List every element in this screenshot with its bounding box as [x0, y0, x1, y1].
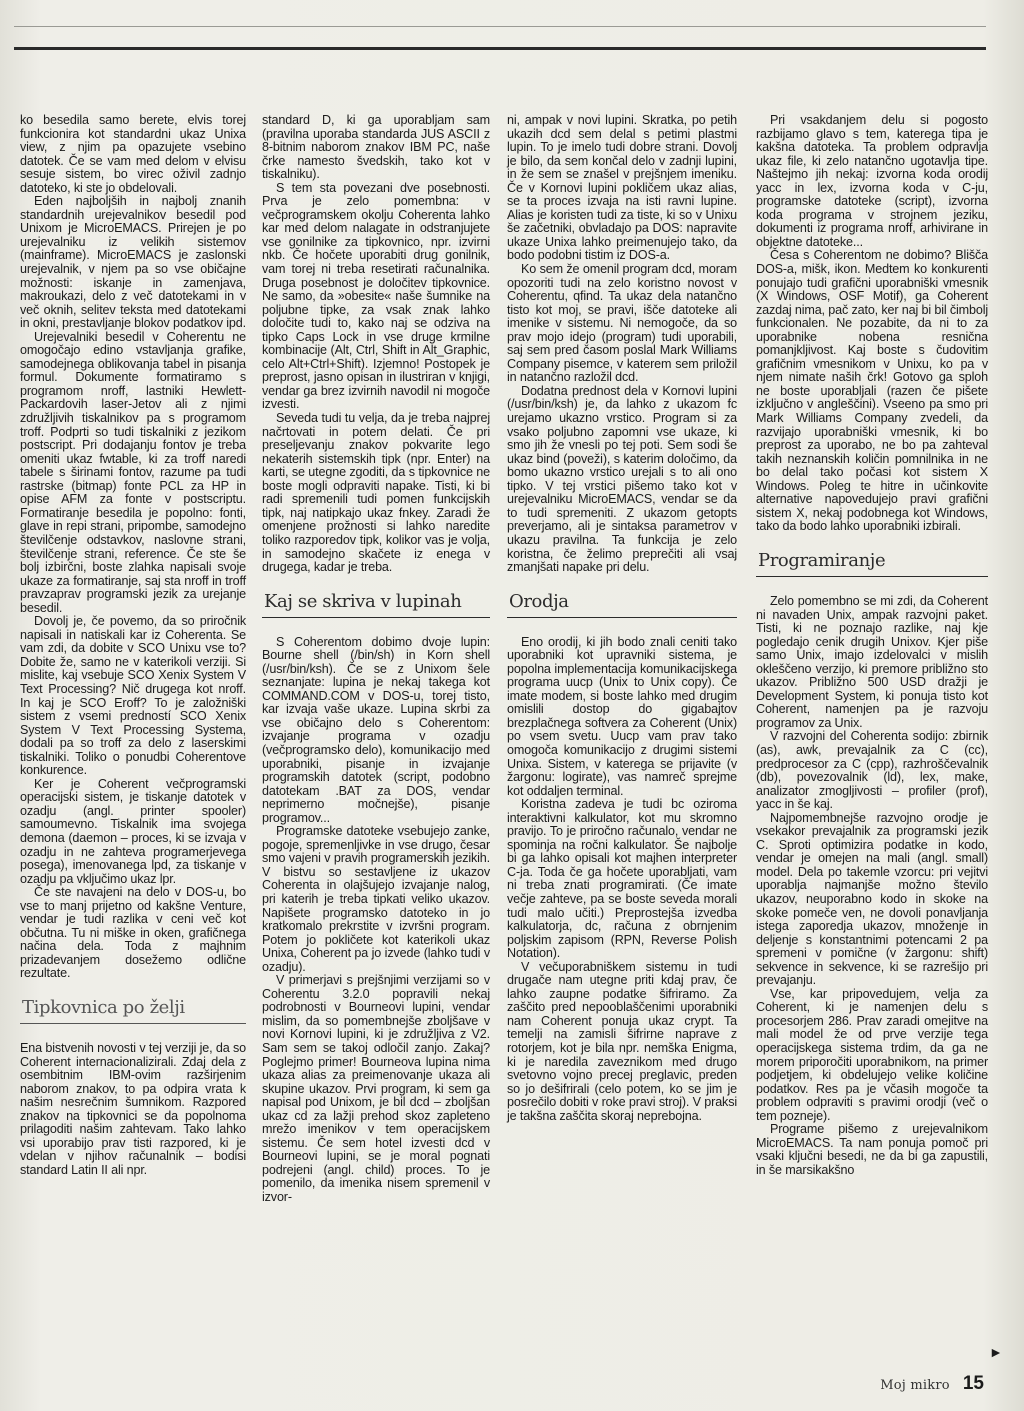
- paragraph: Ena bistvenih novosti v tej verziji je, da so Coherent internacionalizirali. Zdaj dela z osembitnim IBM-ovim razširjenim naborom znakov, to pa odpira vrata k našim nesrečnim šumnikom. Razpored znakov na tipkovnici se da popolnoma prilagoditi našim zahtevam. Tako lahko vsi uporabijo prav tisti razpored, ki je vdelan v njihov računalnik – bodisi standard Latin II ali npr.: [20, 1041, 246, 1177]
- paragraph: Eno orodij, ki jih bodo znali ceniti tako uporabniki kot upravniki sistema, je popolna implementacija komunikacijskega programa uucp (Unix to Unix copy). Če imate modem, si boste lahko med drugim omislili dostop do gigabajtov brezplačnega softvera za Coherent (Unix) po vsem svetu. Uucp vam prav tako omogoča komunikacijo z drugimi sistemi Unixa. Sistem, v katerega se prijavite (v žargonu: logirate), vas namreč sprejme kot oddaljen terminal.: [507, 634, 737, 798]
- paragraph: V primerjavi s prejšnjimi verzijami so v Coherentu 3.2.0 popravili nekaj podrobnosti v Bourneovi lupini, vendar mislim, da so pomembnejše zboljšave v novi Kornovi lupini, ki je združljiva z V2. Sam sem se takoj odločil zanjo. Zakaj? Poglejmo primer! Bourneova lupina nima ukaza alias za preimenovanje ukaza ali skupine ukazov. Prvi program, ki sem ga napisal pod Unixom, je bil dcd – zboljšan ukaz cd za lažji prehod skoz zapleteno mrežo imenikov v tem operacijskem sistemu. Če sem hotel izvesti dcd v Bourneovi lupini, se je moral pognati podrejeni (angl. child) proces. To je pomenilo, da imenika nisem spremenil v izvor-: [262, 973, 490, 1205]
- paragraph: Vse, kar pripovedujem, velja za Coherent, ki je namenjen delu s procesorjem 286. Prav zaradi omejitve na mali model že od prve verzije tega operacijskega sistema trdim, da ga ne morem priporočiti uporabnikom, na primer podjetjem, ki obdelujejo velike količine podatkov. Res pa je včasih mogoče ta problem odpraviti s pravimi orodji (več o tem pozneje).: [756, 986, 988, 1123]
- column-1: [20, 114, 246, 1177]
- paragraph: Urejevalniki besedil v Coherentu ne omogočajo edino vstavljanja grafike, samodejnega oblikovanja tabel in pisanja formul. Dokumente formatiramo s programom nroff, lastniki Hewlett-Packardovih laser-Jetov ali z njimi združljivih tiskalnikov pa s programom troff. Podprti so tudi tiskalniki z jezikom postscript. Pri dodajanju fontov je treba omeniti ukaz fwtable, ki za troff naredi tabele s širinami fontov, razume pa tudi rastrske (bitmap) fonte PCL za HP in opise AFM za fonte v postscriptu. Formatiranje besedila je popolno: fonti, glave in repi strani, pripombe, samodejno številčenje odstavkov, naslovne strani, številčenje strani, reference. Če ste še bolj izbirčni, boste zlahka napisali svoje ukaze za formatiranje, saj sta nroff in troff pravzaprav programski jezik za urejanje besedil.: [20, 329, 246, 615]
- paragraph: V razvojni del Coherenta sodijo: zbirnik (as), awk, prevajalnik za C (cc), predprocesor za C (cpp), razhroščevalnik (db), povezovalnik (ld), lex, make, analizator zmogljivosti – profiler (prof), yacc in še kaj.: [756, 729, 988, 812]
- section-heading: Orodja: [507, 589, 737, 618]
- paragraph: Česa s Coherentom ne dobimo? Blišča DOS-a, mišk, ikon. Medtem ko konkurenti ponujajo tudi grafični uporabniški vmesnik (X Windows, OSF Motif), ga Coherent zazdaj nima, pač zato, ker naj bi bil čimbolj funkcionalen. Ne pozabite, da ni to za uporabnike nobena resnična pomanjkljivost. Kaj boste s čudovitim grafičnim vmesnikom v Unixu, ko pa v njem nimate naših črk! Gotovo ga sploh ne boste uporabljali (razen če pišete izključno v angleščini). Vseeno pa smo pri Mark Williams Company zvedeli, da razvijajo uporabniški vmesnik, ki bo preprost za uporabo, ne bo pa zahteval takih neznanskih količin pomnilnika in ne bo delal tako počasi kot sistem X Windows. Poleg te hitre in učinkovite alternative napovedujejo pravi grafični sistem X, nekaj podobnega kot Windows, tako da bodo lahko uporabniki izbirali.: [756, 248, 988, 534]
- section-heading: Tipkovnica po želji: [20, 995, 246, 1024]
- paragraph: ni, ampak v novi lupini. Skratka, po petih ukazih dcd sem delal s petimi plastmi lupin. To je imelo tudi dobre strani. Dovolj je bilo, da sem končal delo v zadnji lupini, in že sem se znašel v prejšnjem imeniku. Če v Kornovi lupini pokličem ukaz alias, se ta proces izvaja na isti ravni lupine. Alias je koristen tudi za tiste, ki so v Unixu še začetniki, obvladajo pa DOS: napravite ukaze Unixa lahko preimenujejo tako, da bodo podobni tistim iz DOS-a.: [507, 113, 737, 263]
- paragraph: Dovolj je, če povemo, da so priročnik napisali in natiskali kar iz Coherenta. Se vam zdi, da dobite v SCO Unixu vse to? Dobite že, samo ne v katerikoli verziji. Si mislite, kaj vsebuje SCO Xenix System V Text Processing? Nič drugega kot nroff. In kaj je SCO Eroff? To je založniški sistem z vsemi predností SCO Xenix System V Text Processing Systema, dodali pa so troff za delo z laserskimi tiskalniki. Toliko o ponudbi Coherentove konkurence.: [20, 614, 246, 778]
- magazine-name: Moj mikro: [880, 1378, 950, 1393]
- paragraph: Dodatna prednost dela v Kornovi lupini (/usr/bin/ksh) je, da lahko z ukazom fc urejamo ukazno vrstico. Program si za vsako poljubno zapomni vse ukaze, ki smo jih že vnesli po tej poti. Sem sodi še ukaz bind (poveži), s katerim določimo, da bomo ukazno vrstico urejali s to ali ono tipko. V tej vrstici pišemo tako kot v urejevalniku MicroEMACS, vendar se da to tudi spremeniti. Z ukazom getopts preverjamo, ali je sintaksa parametrov v ukazu pravilna. Ta funkcija je zelo koristna, če želimo preprečiti ali vsaj zmanjšati napake pri delu.: [507, 383, 737, 575]
- paragraph: S Coherentom dobimo dvoje lupin: Bourne shell (/bin/sh) in Korn shell (/usr/bin/ksh). Če se z Unixom šele seznanjate: lupina je nekaj takega kot COMMAND.COM v DOS-u, torej tisto, kar izvaja vaše ukaze. Lupina skrbi za vse običajno delo s Coherentom: izvajanje programa v ozadju (večprogramsko delo), komunikacijo med uporabniki, pisanje in izvajanje programskih datotek (script, podobno datotekam .BAT za DOS, vendar neprimerno močnejše), pisanje programov...: [262, 634, 490, 825]
- paragraph: Eden najboljših in najbolj znanih standardnih urejevalnikov besedil pod Unixom je MicroEMACS. Prirejen je po urejevalniku iz velikih sistemov (mainframe). MicroEMACS je zaslonski urejevalnik, v njem pa so vse običajne možnosti: iskanje in zamenjava, makroukazi, delo z več datotekami in v več oknih, selitev teksta med datotekami in okni, prestavljanje blokov podatkov ipd.: [20, 194, 246, 331]
- top-thin-rule: [14, 26, 986, 27]
- paragraph: Seveda tudi tu velja, da je treba najprej načrtovati in potem delati. Če pri preseljevanju znakov pokvarite lego nekaterih sistemskih tipk (npr. Enter) na karti, se utegne zgoditi, da s tipkovnice ne boste mogli odpraviti napake. Tisti, ki bi radi spremenili tudi pomen funkcijskih tipk, naj natipkajo ukaz fnkey. Zaradi že omenjene prožnosti si lahko naredite toliko razporedov tipk, kolikor vas je volja, in samodejno skačete iz enega v drugega, kadar je treba.: [262, 411, 490, 575]
- paragraph: Programe pišemo z urejevalnikom MicroEMACS. Ta nam ponuja pomoč pri vsaki ključni besedi, ne da bi ga zapustili, in še marsikakšno: [756, 1122, 988, 1177]
- paragraph: standard D, ki ga uporabljam sam (pravilna uporaba standarda JUS ASCII z 8-bitnim naborom znakov IBM PC, naše črke namesto švedskih, tako kot v tiskalniku).: [262, 113, 490, 182]
- paragraph: S tem sta povezani dve posebnosti. Prva je zelo pomembna: v večprogramskem okolju Coherenta lahko kar med delom nalagate in odstranjujete vse gonilnike za tipkovnico, npr. izvirni nkb. Če hočete uporabiti drug gonilnik, vam torej ni treba resetirati računalnika. Druga posebnost je določitev tipkovnice. Ne samo, da »obesite« naše šumnike na poljubne tipke, za vsak znak lahko določite tudi to, kako naj se odziva na tipko Caps Lock in vse druge krmilne kombinacije (Alt, Ctrl, Shift in Alt_Graphic, celo Alt+Ctrl+Shift). Izjemno! Postopek je preprost, jasno opisan in ilustriran v knjigi, vendar ga brez izvirnih navodil ni mogoče izvesti.: [262, 180, 490, 412]
- paragraph: Pri vsakdanjem delu si pogosto razbijamo glavo s tem, katerega tipa je kakšna datoteka. Ta problem odpravlja ukaz file, ki zelo natančno ugotavlja tipe. Naštejmo jih nekaj: izvorna koda orodij yacc in lex, izvorna koda v C-ju, programske datoteke (script), izvorna koda programa v strojnem jeziku, dokumenti iz programa nroff, arhivirane in objektne datoteke...: [756, 113, 988, 249]
- continue-arrow-icon: ►: [989, 1344, 1003, 1360]
- page-number: 15: [962, 1373, 984, 1394]
- paragraph: V večuporabniškem sistemu in tudi drugače nam utegne priti kdaj prav, če lahko zaupne podatke šifriramo. Za zaščito pred nepooblaščenimi uporabniki nam Coherent ponuja ukaz crypt. Ta temelji na zamisli šifrirne naprave z rotorjem, kot je bila npr. nemška Enigma, ki je naredila zaveznikom med drugo svetovno vojno precej preglavic, preden so jo dešifrirali (celo potem, ko se jim je posrečilo dobiti v roke pravi stroj). V praksi je takšna zaščita skoraj neprebojna.: [507, 959, 737, 1123]
- column-3: [507, 114, 737, 1123]
- paragraph: Najpomembnejše razvojno orodje je vsekakor prevajalnik za programski jezik C. Sproti optimizira podatke in kodo, vendar je omejen na mali (angl. small) model. Dela po takemle vzorcu: pri vejitvi uporablja najmanjše možno število ukazov, neuporabno kodo in skoke na skoke pomeče ven, ne dovoli ponavljanja istega zaporedja ukazov, množenje in deljenje s konstantnimi potencami 2 pa spremeni v pomične (v žargonu: shift) sekvence in sekvence, ki se razrešijo pri prevajanju.: [756, 810, 988, 988]
- paragraph: Če ste navajeni na delo v DOS-u, bo vse to manj prijetno od kakšne Venture, vendar je tudi razlika v ceni več kot občutna. Tu ni miške in oken, grafičnega načina dela. Toda z majhnim prizadevanjem dosežemo odlične rezultate.: [20, 885, 246, 981]
- page-footer: [880, 1373, 984, 1395]
- column-4: [756, 114, 988, 1177]
- paragraph: Programske datoteke vsebujejo zanke, pogoje, spremenljivke in vse drugo, česar smo vajeni v pravih programerskih jezikih. V bistvu so sestavljene iz ukazov Coherenta in olajšujejo izvajanje nalog, pri katerih je treba tipkati veliko ukazov. Napišete programsko datoteko in jo kratkomalo prekrstite v izvršni program. Potem jo pokličete kot katerikoli ukaz Unixa, Coherent pa jo izvede (lahko tudi v ozadju).: [262, 824, 490, 974]
- top-rule: [14, 47, 986, 50]
- column-2: [262, 114, 490, 1205]
- paragraph: ko besedila samo berete, elvis torej funkcionira kot standardni ukaz Unixa view, z njim pa opazujete vsebino datotek. Če se vam med delom v elvisu sesuje sistem, bo virec oživil zadnjo datoteko, ki ste jo obdelovali.: [20, 113, 246, 195]
- paragraph: Ker je Coherent večprogramski operacijski sistem, je tiskanje datotek v ozadju (angl. printer spooler) samoumevno. Tiskalnik ima svojega demona (daemon – proces, ki se izvaja v ozadju in ne zahteva programerjevega posega), imenovanega lpd, za tiskanje v ozadju pa vključimo ukaz lpr.: [20, 776, 246, 886]
- section-heading: Programiranje: [756, 548, 988, 577]
- paragraph: Koristna zadeva je tudi bc oziroma interaktivni kalkulator, kot mu skromno pravijo. To je priročno računalo, vendar ne spominja na ročni kalkulator. Še najbolje bi ga lahko opisali kot majhen interpreter C-ja. Toda če ga hočete uporabljati, vam ni treba znati programirati. (Če imate večje zahteve, pa se boste seveda morali tudi malo učiti.) Preprostejša izvedba kalkulatorja, dc, računa z obrnjenim poljskim zapisom (RPN, Reverse Polish Notation).: [507, 797, 737, 961]
- paragraph: Zelo pomembno se mi zdi, da Coherent ni navaden Unix, ampak razvojni paket. Tisti, ki ne poznajo razlike, naj kje pogledajo cenik drugih Unixov. Kjer piše samo Unix, imajo izdelovalci v mislih okleščeno verzijo, ki premore približno sto ukazov. Približno 500 USD dražji je Development System, ki ponuja tisto kot Coherent, namenjen pa je razvoju programov za Unix.: [756, 593, 988, 730]
- section-heading: Kaj se skriva v lupinah: [262, 589, 490, 618]
- paragraph: Ko sem že omenil program dcd, moram opozoriti tudi na zelo koristno novost v Coherentu, qfind. Ta ukaz dela natančno tisto kot moj, se pravi, išče datoteke ali imenike v sistemu. Ni nemogoče, da so prav mojo idejo (program) tudi uporabili, saj sem pred časom poslal Mark Williams Company pisemce, v katerem sem priložil in natančno razložil dcd.: [507, 262, 737, 385]
